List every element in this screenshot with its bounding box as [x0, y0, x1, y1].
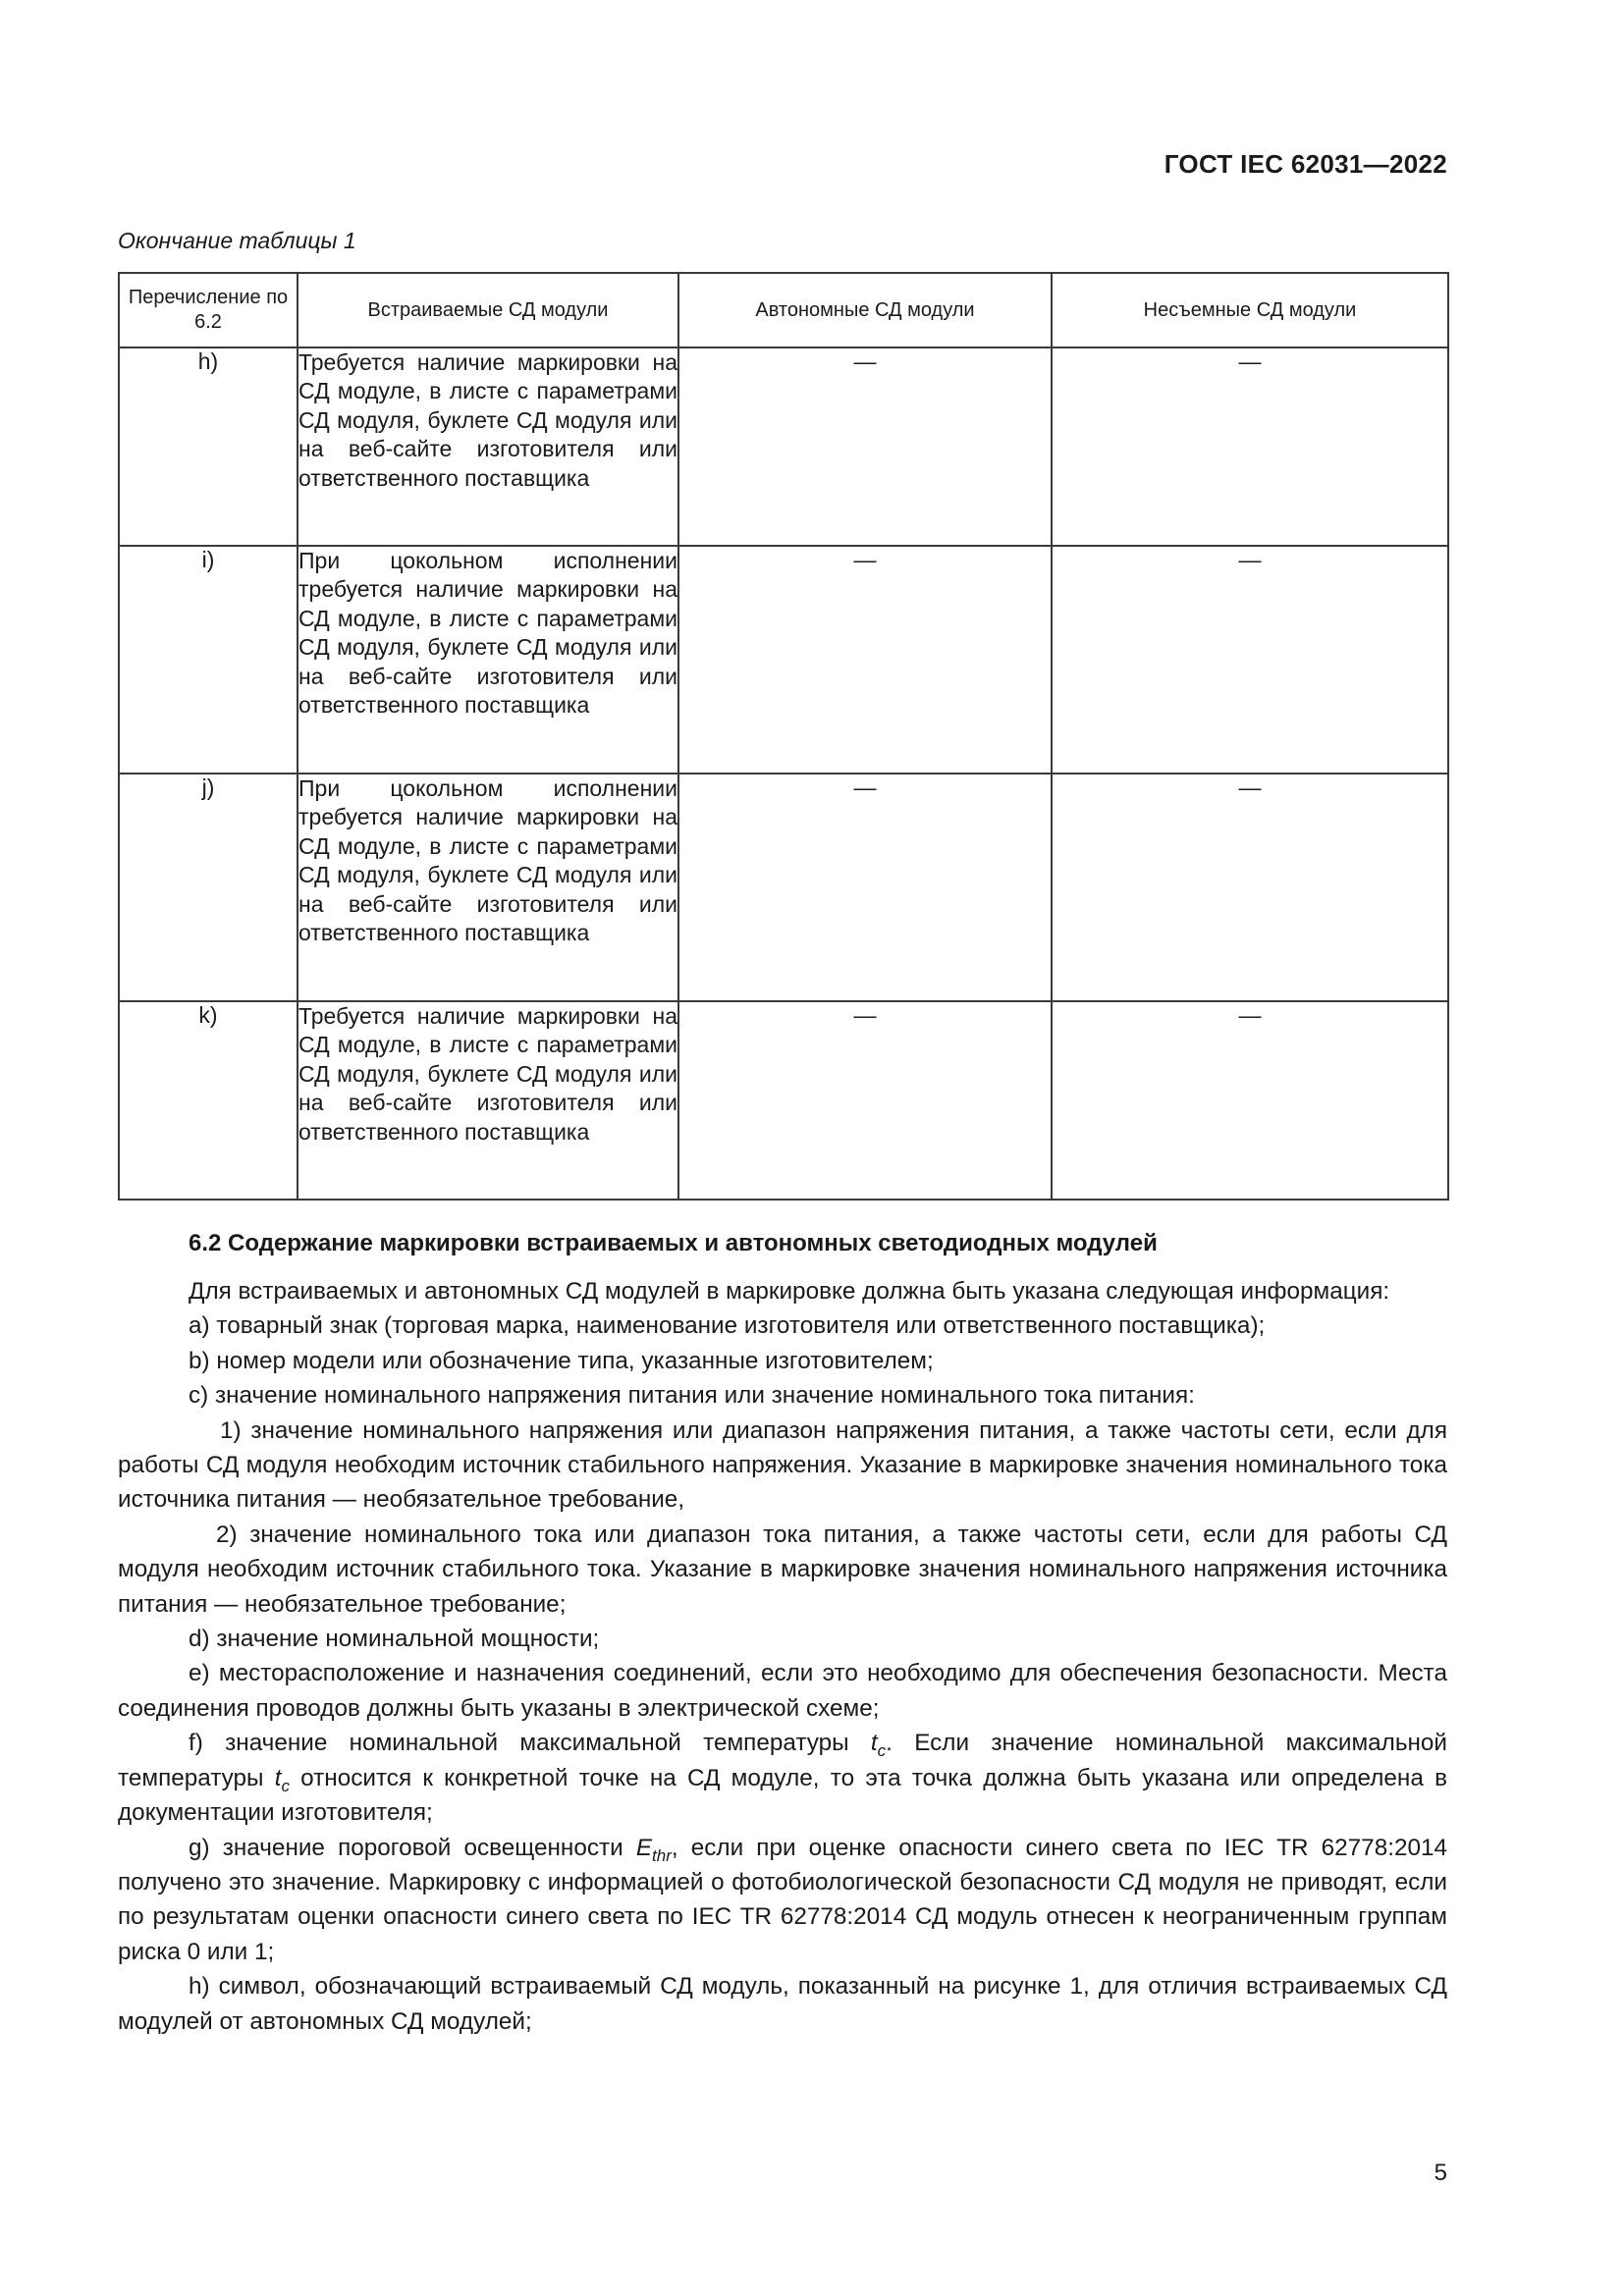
page-number: 5: [1434, 2160, 1447, 2186]
row-autonomous-value: —: [678, 1001, 1052, 1200]
list-item-c: c) значение номинального напряжения питания или значение номинального тока питания:: [189, 1382, 1195, 1410]
table-row: [119, 1001, 1448, 1200]
row-fixed-value: —: [1052, 546, 1448, 774]
tc-symbol-repeat: t: [274, 1764, 282, 1791]
tc-subscript: c: [877, 1741, 887, 1761]
row-autonomous-value: —: [678, 546, 1052, 774]
row-fixed-value: —: [1052, 347, 1448, 546]
row-autonomous-value: —: [678, 347, 1052, 546]
item-f-text-end: относится к конкретной точке на СД модуле, то эта точка должна быть указана или определена в документации изготовителя;: [118, 1764, 1447, 1827]
section-body: [118, 1274, 1447, 2039]
row-enumeration: k): [119, 1001, 298, 1200]
item-g-text-start: g) значение пороговой освещенности: [189, 1834, 636, 1861]
column-header-builtin-modules: Встраиваемые СД модули: [298, 273, 678, 347]
table-caption: Окончание таблицы 1: [118, 228, 356, 253]
row-fixed-value: —: [1052, 774, 1448, 1001]
intro-paragraph: Для встраиваемых и автономных СД модулей в маркировке должна быть указана следующая информация:: [189, 1278, 1390, 1305]
column-header-enumeration: Перечисление по 6.2: [119, 273, 298, 347]
ethr-symbol: E: [635, 1834, 653, 1861]
table-header-row: [119, 273, 1448, 347]
document-code: ГОСТ IEC 62031—2022: [1164, 149, 1447, 179]
list-item-b: b) номер модели или обозначение типа, указанные изготовителем;: [189, 1347, 934, 1374]
list-item-c1: 1) значение номинального напряжения или диапазон напряжения питания, а также частоты сети, если для работы СД модуля необходим источник стабильного напряжения. Указание в маркировке значения номинального тока источника питания — необязательное требование,: [118, 1416, 1447, 1514]
marking-requirements-table: [118, 272, 1449, 1201]
ethr-subscript: thr: [652, 1845, 672, 1865]
row-autonomous-value: —: [678, 774, 1052, 1001]
table-row: [119, 347, 1448, 546]
row-enumeration: h): [119, 347, 298, 546]
list-item-a: а) товарный знак (торговая марка, наименование изготовителя или ответственного поставщика);: [189, 1312, 1266, 1340]
row-fixed-value: —: [1052, 1001, 1448, 1200]
list-item-d: d) значение номинальной мощности;: [189, 1626, 600, 1653]
item-g-text-end: , если при оценке опасности синего света по IEC TR 62778:2014 получено это значение. Маркировку с информацией о фотобиологической безопасности СД модуля не приводят, если по результатам оценки опасности синего света по IEC TR 62778:2014 СД модуль отнесен к неограниченным группам риска 0 или 1;: [118, 1834, 1448, 1965]
row-builtin-requirement: При цокольном исполнении требуется наличие маркировки на СД модуле, в листе с параметрами СД модуля, буклете СД модуля или на веб-сайте изготовителя или ответственного поставщика: [298, 774, 678, 1001]
tc-subscript-repeat: c: [281, 1776, 290, 1795]
section-heading: 6.2 Содержание маркировки встраиваемых и автономных светодиодных модулей: [189, 1230, 1158, 1256]
column-header-fixed-modules: Несъемные СД модули: [1052, 273, 1448, 347]
row-builtin-requirement: При цокольном исполнении требуется наличие маркировки на СД модуле, в листе с параметрами СД модуля, буклете СД модуля или на веб-сайте изготовителя или ответственного поставщика: [298, 546, 678, 774]
item-f-text-middle: . Если значение номинальной максимальной температуры: [118, 1730, 1447, 1791]
row-enumeration: i): [119, 546, 298, 774]
list-item-g: [118, 1831, 1447, 1970]
row-builtin-requirement: Требуется наличие маркировки на СД модуле, в листе с параметрами СД модуля, буклете СД модуля или на веб-сайте изготовителя или ответственного поставщика: [298, 347, 678, 546]
list-item-c2: 2) значение номинального тока или диапазон тока питания, а также частоты сети, если для работы СД модуля необходим источник стабильного тока. Указание в маркировке значения номинального напряжения источника питания — необязательное требование;: [118, 1521, 1447, 1618]
row-builtin-requirement: Требуется наличие маркировки на СД модуле, в листе с параметрами СД модуля, буклете СД модуля или на веб-сайте изготовителя или ответственного поставщика: [298, 1001, 678, 1200]
column-header-autonomous-modules: Автономные СД модули: [678, 273, 1052, 347]
table-row: [119, 774, 1448, 1001]
list-item-e: e) месторасположение и назначения соединений, если это необходимо для обеспечения безопасности. Места соединения проводов должны быть указаны в электрической схеме;: [118, 1660, 1447, 1722]
list-item-f: [118, 1726, 1447, 1830]
list-item-h: h) символ, обозначающий встраиваемый СД модуль, показанный на рисунке 1, для отличия встраиваемых СД модулей от автономных СД модулей;: [118, 1973, 1447, 2035]
table-row: [119, 546, 1448, 774]
item-f-text-start: f) значение номинальной максимальной температуры: [189, 1730, 871, 1757]
tc-symbol: t: [870, 1730, 878, 1757]
row-enumeration: j): [119, 774, 298, 1001]
